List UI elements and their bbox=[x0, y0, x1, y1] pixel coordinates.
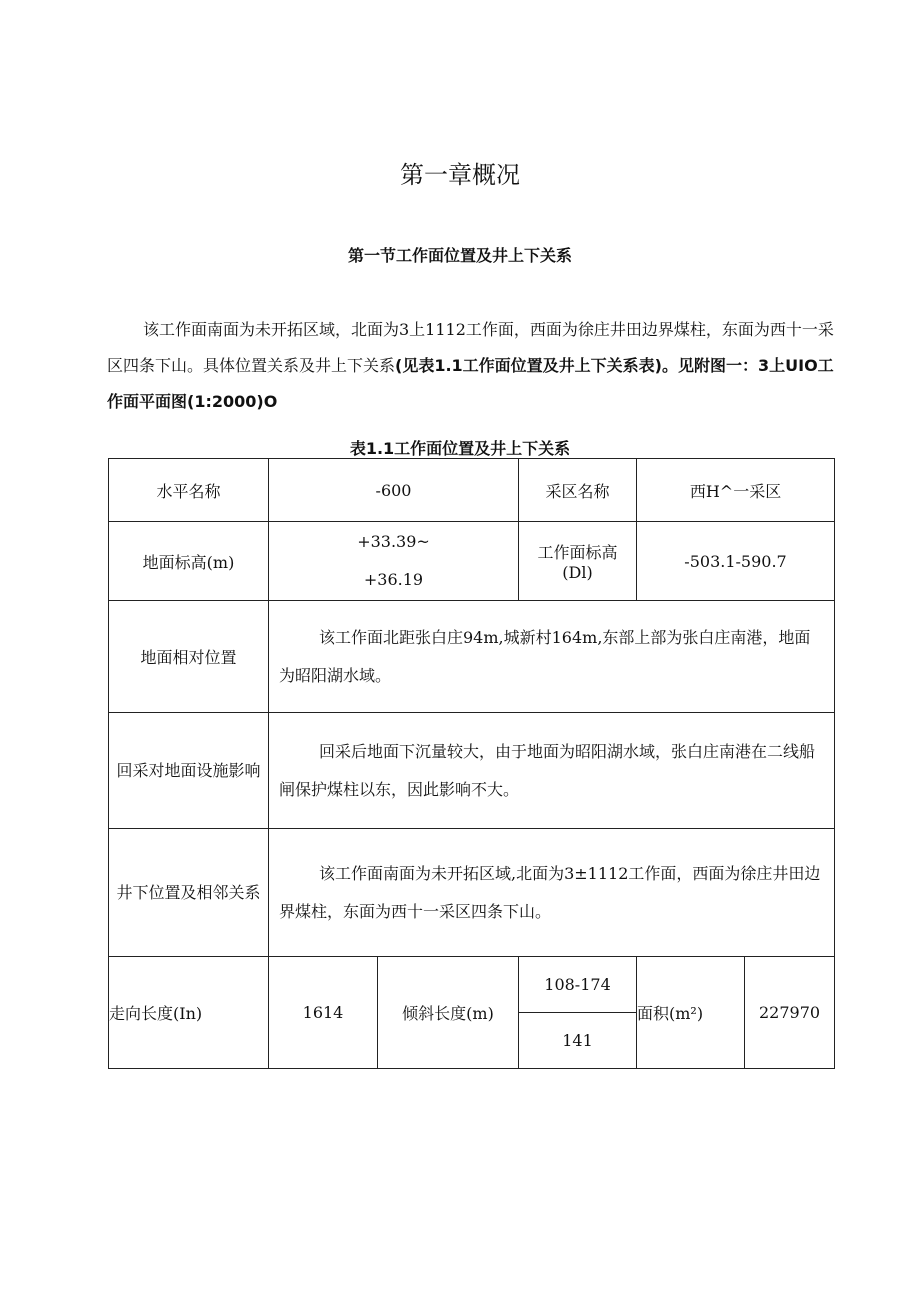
table-row bbox=[109, 601, 835, 713]
body-paragraph bbox=[107, 312, 841, 420]
ground-elevation-label: 地面标高(m) bbox=[109, 522, 269, 601]
ground-elevation-line1: +33.39~ bbox=[357, 532, 430, 551]
area-label: 采区名称 bbox=[519, 459, 637, 522]
position-table bbox=[108, 458, 835, 1069]
underground-relation-text bbox=[269, 829, 835, 957]
paragraph-text: 该工作面南面为未开拓区域，北面为3上1112工作面，西面为徐庄井田边界煤柱，东面为西十一采区四条下山。具体位置关系及井上下关系 bbox=[107, 320, 834, 375]
mining-impact-text bbox=[269, 713, 835, 829]
strike-length-value: 1614 bbox=[269, 957, 378, 1069]
level-label: 水平名称 bbox=[109, 459, 269, 522]
paragraph-reference: (见表1.1工作面位置及井上下关系表)。见附图一：3上UIO工作面平面图(1:2000)O bbox=[107, 356, 834, 411]
dip-length-range: 108-174 bbox=[519, 957, 637, 1013]
strike-length-label: 走向长度(In) bbox=[109, 957, 269, 1069]
table-row bbox=[109, 713, 835, 829]
table-row bbox=[109, 829, 835, 957]
underground-relation-content: 该工作面南面为未开拓区域,北面为3±1112工作面，西面为徐庄井田边界煤柱，东面为西十一采区四条下山。 bbox=[279, 863, 821, 921]
face-elevation-label: 工作面标高(Dl) bbox=[519, 522, 637, 601]
area-value: 西H^一采区 bbox=[637, 459, 835, 522]
dip-length-value: 141 bbox=[519, 1013, 637, 1069]
underground-relation-label: 井下位置及相邻关系 bbox=[109, 829, 269, 957]
table-row bbox=[109, 459, 835, 522]
section-title: 第一节工作面位置及井上下关系 bbox=[347, 246, 572, 265]
area-size-value: 227970 bbox=[745, 957, 835, 1069]
mining-impact-label: 回采对地面设施影响 bbox=[109, 713, 269, 829]
ground-elevation-value bbox=[269, 522, 519, 601]
relative-position-label: 地面相对位置 bbox=[109, 601, 269, 713]
relative-position-content: 该工作面北距张白庄94m,城新村164m,东部上部为张白庄南港，地面为昭阳湖水域。 bbox=[279, 627, 811, 685]
table-caption: 表1.1工作面位置及井上下关系 bbox=[349, 439, 571, 458]
mining-impact-content: 回采后地面下沉量较大，由于地面为昭阳湖水域，张白庄南港在二线船闸保护煤柱以东，因此影响不大。 bbox=[279, 741, 816, 799]
dip-length-label: 倾斜长度(m) bbox=[378, 957, 519, 1069]
table-row bbox=[109, 957, 835, 1013]
ground-elevation-line2: +36.19 bbox=[363, 570, 424, 589]
area-size-label: 面积(m²) bbox=[637, 957, 745, 1069]
level-value: -600 bbox=[269, 459, 519, 522]
face-elevation-value: -503.1-590.7 bbox=[637, 522, 835, 601]
chapter-title: 第一章概况 bbox=[400, 161, 520, 189]
table-row bbox=[109, 522, 835, 601]
relative-position-text bbox=[269, 601, 835, 713]
